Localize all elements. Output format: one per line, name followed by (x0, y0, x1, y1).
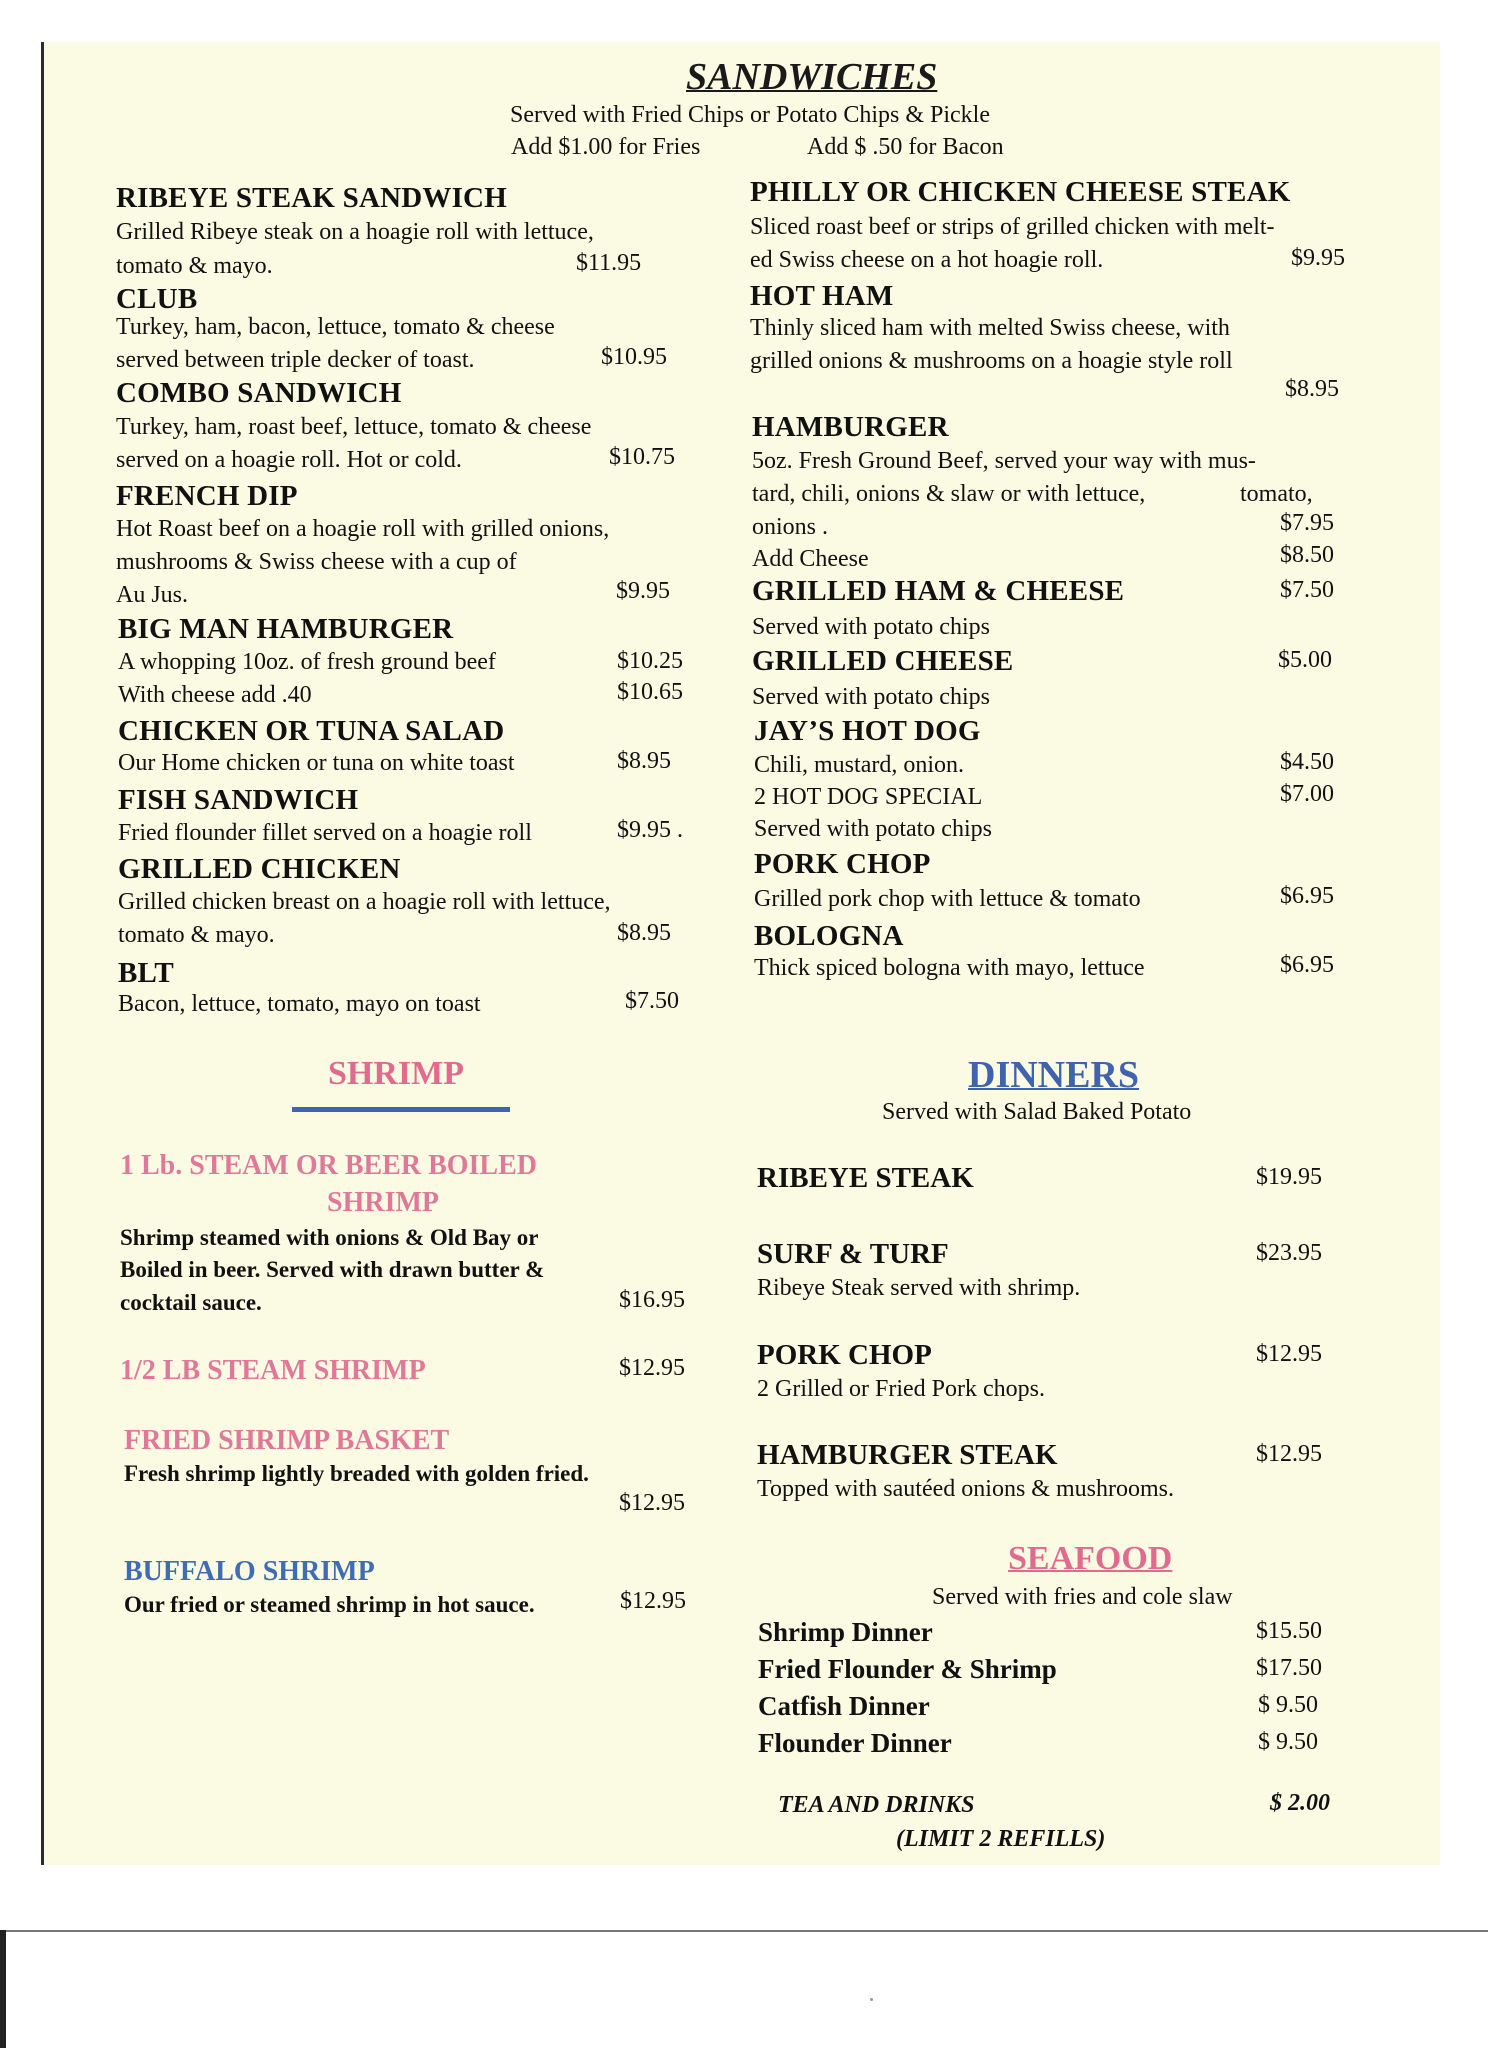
seafood-title: SEAFOOD (1008, 1540, 1173, 1577)
item-price: $9.95 (1291, 245, 1345, 271)
item-desc: Grilled chicken breast on a hoagie roll with lettuce, (118, 889, 611, 915)
item-price: $7.50 (1280, 577, 1334, 603)
item-desc: Served with potato chips (754, 816, 992, 842)
item-name: GRILLED CHEESE (752, 645, 1014, 677)
seafood-item-name: Flounder Dinner (758, 1728, 952, 1758)
item-desc: 2 Grilled or Fried Pork chops. (757, 1376, 1045, 1402)
item-desc: served between triple decker of toast. (116, 347, 475, 373)
item-desc: Ribeye Steak served with shrimp. (757, 1275, 1081, 1301)
dinner-item-name: SURF & TURF (757, 1238, 949, 1270)
shrimp-underline (292, 1107, 510, 1112)
seafood-item-name: Fried Flounder & Shrimp (758, 1654, 1057, 1684)
item-name: CLUB (116, 283, 198, 315)
page-left-edge (41, 42, 44, 1865)
dinner-item-name: HAMBURGER STEAK (757, 1439, 1058, 1471)
item-desc: Hot Roast beef on a hoagie roll with grilled onions, (116, 516, 610, 542)
sandwiches-subtitle: Served with Fried Chips or Potato Chips & Pickle (510, 102, 990, 128)
item-price: $ 9.50 (1258, 1692, 1318, 1718)
item-desc: 5oz. Fresh Ground Beef, served your way with mus- (752, 448, 1256, 474)
item-price: $23.95 (1256, 1240, 1322, 1266)
item-desc: Turkey, ham, bacon, lettuce, tomato & cheese (116, 314, 555, 340)
shrimp-item-name: 1/2 LB STEAM SHRIMP (120, 1355, 426, 1386)
item-name: RIBEYE STEAK SANDWICH (116, 182, 507, 214)
item-desc: Bacon, lettuce, tomato, mayo on toast (118, 991, 481, 1017)
shrimp-item-name: 1 Lb. STEAM OR BEER BOILED (120, 1150, 537, 1181)
drinks-price: $ 2.00 (1270, 1790, 1330, 1816)
item-desc: Served with potato chips (752, 684, 990, 710)
item-price: $6.95 (1280, 952, 1334, 978)
item-desc: A whopping 10oz. of fresh ground beef (118, 649, 496, 675)
fries-addon: Add $1.00 for Fries (511, 134, 701, 160)
bacon-addon: Add $ .50 for Bacon (807, 134, 1004, 160)
item-desc: Grilled Ribeye steak on a hoagie roll with lettuce, (116, 219, 594, 245)
item-desc: Add Cheese (752, 546, 869, 572)
item-price: $12.95 (619, 1490, 685, 1516)
item-name: JAY’S HOT DOG (754, 715, 981, 747)
item-price: $4.50 (1280, 749, 1334, 775)
item-name: GRILLED HAM & CHEESE (752, 575, 1125, 607)
item-name: PHILLY OR CHICKEN CHEESE STEAK (750, 176, 1291, 208)
item-price-cheese: $8.50 (1280, 542, 1334, 568)
item-desc: Our Home chicken or tuna on white toast (118, 750, 515, 776)
item-price: $12.95 (620, 1588, 686, 1614)
drinks-name: TEA AND DRINKS (778, 1792, 975, 1818)
item-desc: Our fried or steamed shrimp in hot sauce. (124, 1592, 535, 1617)
item-desc: served on a hoagie roll. Hot or cold. (116, 447, 462, 473)
item-desc: cocktail sauce. (120, 1290, 262, 1315)
item-desc: tomato & mayo. (118, 922, 275, 948)
item-desc: 2 HOT DOG SPECIAL (754, 784, 983, 810)
item-desc: Thinly sliced ham with melted Swiss cheese, with (750, 315, 1230, 341)
item-price: $10.75 (609, 444, 675, 470)
item-name: GRILLED CHICKEN (118, 853, 401, 885)
item-desc: Au Jus. (116, 582, 189, 608)
item-name: FRENCH DIP (116, 480, 298, 512)
item-price: $9.95 . (617, 817, 683, 843)
sandwiches-title: SANDWICHES (686, 56, 938, 98)
item-price: $5.00 (1278, 647, 1332, 673)
dinner-item-name: PORK CHOP (757, 1339, 932, 1371)
item-desc: Served with potato chips (752, 614, 990, 640)
seafood-item-name: Catfish Dinner (758, 1691, 930, 1721)
item-price: $ 9.50 (1258, 1729, 1318, 1755)
item-price: $8.95 (1285, 376, 1339, 402)
shrimp-item-name: FRIED SHRIMP BASKET (124, 1425, 450, 1456)
item-price-cheese: $10.65 (617, 679, 683, 705)
item-price: $7.00 (1280, 781, 1334, 807)
item-desc: Topped with sautéed onions & mushrooms. (757, 1476, 1174, 1502)
shrimp-item-name: SHRIMP (327, 1187, 439, 1218)
item-price: $17.50 (1256, 1655, 1322, 1681)
item-desc: tomato & mayo. (116, 253, 273, 279)
item-price: $15.50 (1256, 1618, 1322, 1644)
item-name: PORK CHOP (754, 848, 931, 880)
item-price: $8.95 (617, 920, 671, 946)
item-name: FISH SANDWICH (118, 784, 359, 816)
item-name: BIG MAN HAMBURGER (118, 613, 454, 645)
item-price: $8.95 (617, 748, 671, 774)
item-price: $12.95 (1256, 1341, 1322, 1367)
item-desc: With cheese add .40 (118, 682, 312, 708)
item-price: $19.95 (1256, 1164, 1322, 1190)
item-desc: grilled onions & mushrooms on a hoagie style roll (750, 348, 1233, 374)
dinners-title: DINNERS (968, 1054, 1140, 1096)
item-desc: Chili, mustard, onion. (754, 752, 964, 778)
item-desc: Turkey, ham, roast beef, lettuce, tomato & cheese (116, 414, 592, 440)
item-desc: tard, chili, onions & slaw or with lettuce, (752, 481, 1146, 507)
page-corner-mark (0, 1930, 6, 2048)
item-desc: Fresh shrimp lightly breaded with golden fried. (124, 1461, 589, 1486)
dinners-subtitle: Served with Salad Baked Potato (882, 1099, 1192, 1125)
item-desc: Thick spiced bologna with mayo, lettuce (754, 955, 1145, 981)
page-bottom-edge (0, 1930, 1488, 1932)
scan-speck (870, 1998, 873, 2001)
item-desc: Fried flounder fillet served on a hoagie roll (118, 820, 532, 846)
item-price: $10.95 (601, 344, 667, 370)
seafood-subtitle: Served with fries and cole slaw (932, 1584, 1233, 1610)
item-name: HOT HAM (750, 280, 894, 312)
item-price: $9.95 (616, 578, 670, 604)
seafood-item-name: Shrimp Dinner (758, 1617, 933, 1647)
item-name: HAMBURGER (752, 411, 949, 443)
item-desc: tomato, (1240, 481, 1313, 507)
shrimp-item-name: BUFFALO SHRIMP (124, 1556, 375, 1587)
item-price: $16.95 (619, 1287, 685, 1313)
item-price: $6.95 (1280, 883, 1334, 909)
item-price: $12.95 (619, 1355, 685, 1381)
item-desc: onions . (752, 514, 829, 540)
item-price: $7.50 (625, 988, 679, 1014)
item-desc: Boiled in beer. Served with drawn butter & (120, 1257, 545, 1282)
item-name: CHICKEN OR TUNA SALAD (118, 715, 505, 747)
item-desc: Shrimp steamed with onions & Old Bay or (120, 1225, 539, 1250)
item-price: $7.95 (1280, 510, 1334, 536)
item-name: BOLOGNA (754, 920, 904, 952)
item-name: COMBO SANDWICH (116, 377, 402, 409)
shrimp-title: SHRIMP (328, 1055, 464, 1092)
item-desc: ed Swiss cheese on a hot hoagie roll. (750, 247, 1104, 273)
drinks-note: (LIMIT 2 REFILLS) (896, 1826, 1106, 1852)
item-desc: mushrooms & Swiss cheese with a cup of (116, 549, 517, 575)
item-desc: Grilled pork chop with lettuce & tomato (754, 886, 1141, 912)
dinner-item-name: RIBEYE STEAK (757, 1162, 974, 1194)
item-name: BLT (118, 957, 174, 989)
item-price: $12.95 (1256, 1441, 1322, 1467)
item-price: $11.95 (576, 250, 642, 276)
item-desc: Sliced roast beef or strips of grilled chicken with melt- (750, 214, 1275, 240)
item-price: $10.25 (617, 648, 683, 674)
